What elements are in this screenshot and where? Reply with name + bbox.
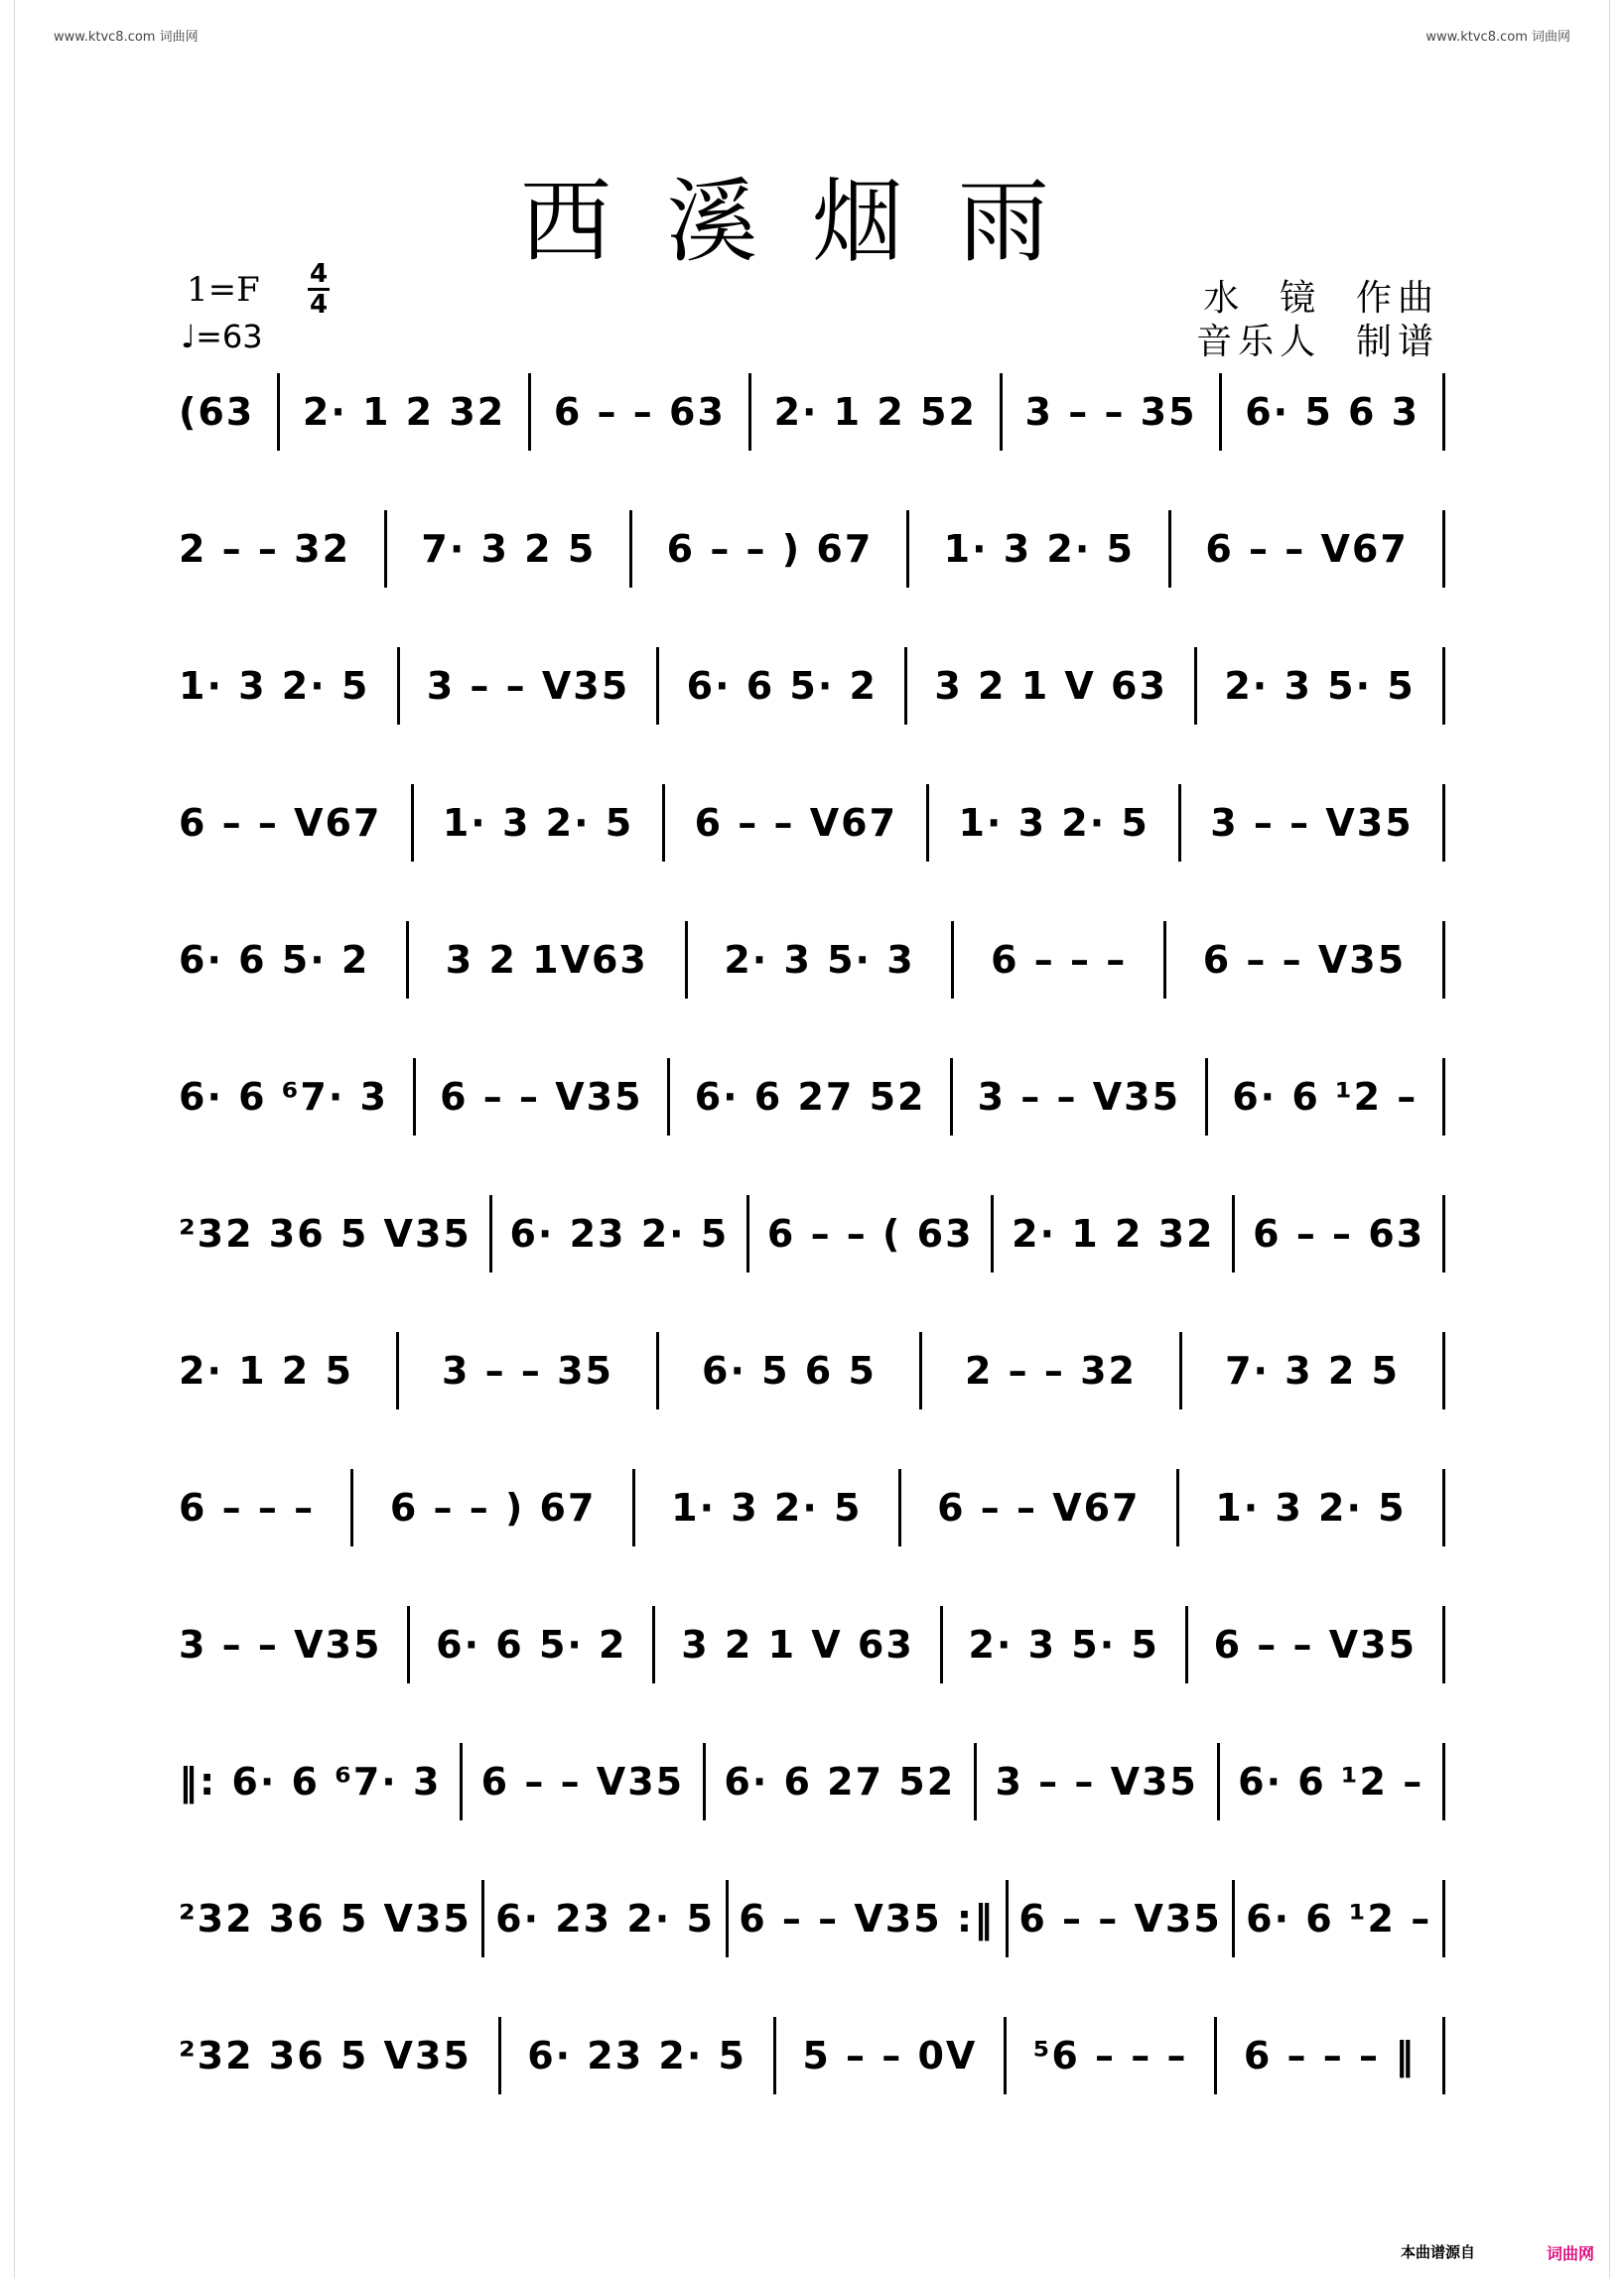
barline [991, 1195, 994, 1273]
barline [904, 647, 907, 725]
barline [1442, 647, 1445, 725]
measure: 2 – – 32 [964, 1349, 1137, 1393]
measure: 3 – – 35 [441, 1349, 613, 1393]
measure: 6· 6 ¹2 – [1232, 1075, 1419, 1119]
barline [1217, 1743, 1220, 1820]
barline [667, 1058, 670, 1136]
barline [413, 1058, 416, 1136]
measure: 6· 6 ¹2 – [1238, 1760, 1424, 1804]
tempo-marking: ♩=63 [181, 318, 263, 355]
barline [1232, 1880, 1235, 1957]
measure: 6 – – ( 63 [766, 1212, 974, 1256]
notation-line [179, 1606, 1445, 1683]
measure: 6 – – V35 :‖ [739, 1897, 996, 1941]
barline [703, 1743, 706, 1820]
footer-site-label: 词曲网 [1546, 2244, 1594, 2263]
barline [1004, 2017, 1007, 2094]
notation-line [179, 2017, 1445, 2094]
notation-line [179, 373, 1445, 451]
measure: 3 2 1 V 63 [934, 664, 1167, 708]
measure: ²32 36 5 V35 [179, 2034, 472, 2077]
notation-line [179, 1469, 1445, 1546]
measure: 1· 3 2· 5 [958, 801, 1150, 845]
time-signature-bottom: 4 [309, 290, 329, 320]
measure: 6 – – V35 [1202, 938, 1407, 982]
measure: 6 – – 63 [1253, 1212, 1425, 1256]
measure: 6· 6 27 52 [694, 1075, 926, 1119]
barline [384, 510, 387, 588]
barline [1000, 373, 1003, 451]
barline [1442, 510, 1445, 588]
barline [1006, 1880, 1009, 1957]
measure: 1· 3 2· 5 [442, 801, 634, 845]
measure: 6 – – V35 [1213, 1623, 1418, 1667]
measure: 2· 3 5· 5 [1224, 664, 1416, 708]
barline [940, 1606, 943, 1683]
measure: 1· 3 2· 5 [671, 1486, 863, 1530]
measure: 6 – – 63 [553, 390, 726, 434]
barline [411, 784, 414, 862]
measure: 2· 1 2 5 [179, 1349, 353, 1393]
measure: 3 – – V35 [995, 1760, 1198, 1804]
barline [773, 2017, 776, 2094]
measure: 6· 23 2· 5 [495, 1897, 715, 1941]
measure: 6· 6 5· 2 [436, 1623, 627, 1667]
measure: 6· 23 2· 5 [527, 2034, 746, 2077]
notation-line [179, 1743, 1445, 1820]
barline [1185, 1606, 1188, 1683]
measure: 6· 6 ⁶7· 3 [179, 1075, 388, 1119]
barline [652, 1606, 655, 1683]
measure: 2 – – 32 [179, 527, 351, 571]
barline [406, 921, 409, 999]
measure: 3 – – V35 [426, 664, 630, 708]
measure: 6 – – V67 [1205, 527, 1409, 571]
measure: 7· 3 2 5 [421, 527, 597, 571]
barline [974, 1743, 977, 1820]
barline [1442, 921, 1445, 999]
barline [1442, 1469, 1445, 1546]
notation-line [179, 784, 1445, 862]
measure: 7· 3 2 5 [1225, 1349, 1400, 1393]
barline [662, 784, 665, 862]
barline [1442, 373, 1445, 451]
measure: 6 – – – [991, 938, 1128, 982]
barline [656, 647, 659, 725]
barline [1168, 510, 1171, 588]
watermark-left: www.ktvc8.com 词曲网 [54, 30, 199, 45]
measure: 6· 6 5· 2 [179, 938, 370, 982]
right-margin-strip [1609, 0, 1624, 2278]
measure: 3 – – V35 [1210, 801, 1414, 845]
measure: 6 – – V67 [694, 801, 898, 845]
measure: 3 – – V35 [179, 1623, 382, 1667]
measure: ‖: 6· 6 ⁶7· 3 [179, 1760, 442, 1804]
barline [528, 373, 531, 451]
notation-line [179, 647, 1445, 725]
measure: 2· 3 5· 3 [724, 938, 915, 982]
arranger-credit: 音乐人 制谱 [1196, 322, 1439, 362]
key-signature: 1=F [187, 270, 260, 310]
measure: 6· 23 2· 5 [509, 1212, 730, 1256]
barline [1442, 1743, 1445, 1820]
barline [1176, 1469, 1179, 1546]
barline [632, 1469, 635, 1546]
barline [898, 1469, 901, 1546]
barline [460, 1743, 463, 1820]
barline [950, 1058, 953, 1136]
measure: 6 – – ) 67 [666, 527, 874, 571]
measure: ²32 36 5 V35 [179, 1212, 472, 1256]
barline [1194, 647, 1197, 725]
barline [1205, 1058, 1208, 1136]
measure: 6 – – – ‖ [1243, 2034, 1417, 2077]
barline [1442, 1332, 1445, 1409]
barline [1442, 1058, 1445, 1136]
measure: 6 – – – [179, 1486, 316, 1530]
measure: 3 – – 35 [1024, 390, 1197, 434]
notation-line [179, 1332, 1445, 1409]
barline [1219, 373, 1222, 451]
measure: ²32 36 5 V35 [179, 1897, 472, 1941]
notation-line [179, 921, 1445, 999]
barline [685, 921, 688, 999]
barline [926, 784, 929, 862]
barline [951, 921, 954, 999]
measure: 6 – – ) 67 [389, 1486, 597, 1530]
barline [629, 510, 632, 588]
barline [1178, 784, 1181, 862]
barline [1442, 1606, 1445, 1683]
measure: ⁵6 – – – [1032, 2034, 1188, 2077]
watermark-right: www.ktvc8.com 词曲网 [1425, 30, 1570, 45]
barline [498, 2017, 501, 2094]
time-signature-top: 4 [309, 259, 329, 289]
barline [350, 1469, 353, 1546]
barline [1179, 1332, 1182, 1409]
barline [748, 373, 751, 451]
barline [1442, 2017, 1445, 2094]
notation-line [179, 1058, 1445, 1136]
measure: 5 – – 0V [802, 2034, 978, 2077]
measure: 2· 3 5· 5 [968, 1623, 1159, 1667]
measure: 1· 3 2· 5 [943, 527, 1135, 571]
barline [1442, 1195, 1445, 1273]
measure: 6· 5 6 3 [1245, 390, 1421, 434]
measure: 6· 6 5· 2 [686, 664, 878, 708]
barline [726, 1880, 729, 1957]
barline [1232, 1195, 1235, 1273]
measure: 6 – – V67 [179, 801, 382, 845]
barline [656, 1332, 659, 1409]
barline [1442, 1880, 1445, 1957]
notation-line [179, 1880, 1445, 1957]
footer-source-label: 本曲谱源自 [1400, 2243, 1475, 2261]
time-signature [308, 260, 330, 319]
barline [397, 647, 400, 725]
measure: 6 – – V35 [1018, 1897, 1222, 1941]
barline [746, 1195, 749, 1273]
measure: 1· 3 2· 5 [179, 664, 370, 708]
measure: 3 2 1V63 [445, 938, 648, 982]
measure: 2· 1 2 32 [302, 390, 506, 434]
measure: (63 [179, 390, 255, 434]
measure: 3 – – V35 [977, 1075, 1181, 1119]
barline [919, 1332, 922, 1409]
measure: 6 – – V35 [440, 1075, 643, 1119]
left-margin-strip [0, 0, 15, 2278]
barline [396, 1332, 399, 1409]
barline [481, 1880, 484, 1957]
barline [407, 1606, 410, 1683]
measure: 6· 5 6 5 [702, 1349, 877, 1393]
measure: 6 – – V67 [937, 1486, 1141, 1530]
measure: 2· 1 2 32 [1012, 1212, 1215, 1256]
barline [1214, 2017, 1217, 2094]
barline [1442, 784, 1445, 862]
barline [277, 373, 280, 451]
measure: 2· 1 2 52 [773, 390, 977, 434]
measure: 3 2 1 V 63 [681, 1623, 914, 1667]
score-title: 西溪烟雨 [519, 169, 1104, 275]
notation-line [179, 1195, 1445, 1273]
notation-line [179, 510, 1445, 588]
measure: 6· 6 ¹2 – [1246, 1897, 1432, 1941]
barline [906, 510, 909, 588]
composer-credit: 水 镜 作曲 [1203, 278, 1439, 319]
measure: 1· 3 2· 5 [1215, 1486, 1407, 1530]
barline [489, 1195, 492, 1273]
measure: 6 – – V35 [480, 1760, 685, 1804]
barline [1163, 921, 1166, 999]
measure: 6· 6 27 52 [724, 1760, 956, 1804]
